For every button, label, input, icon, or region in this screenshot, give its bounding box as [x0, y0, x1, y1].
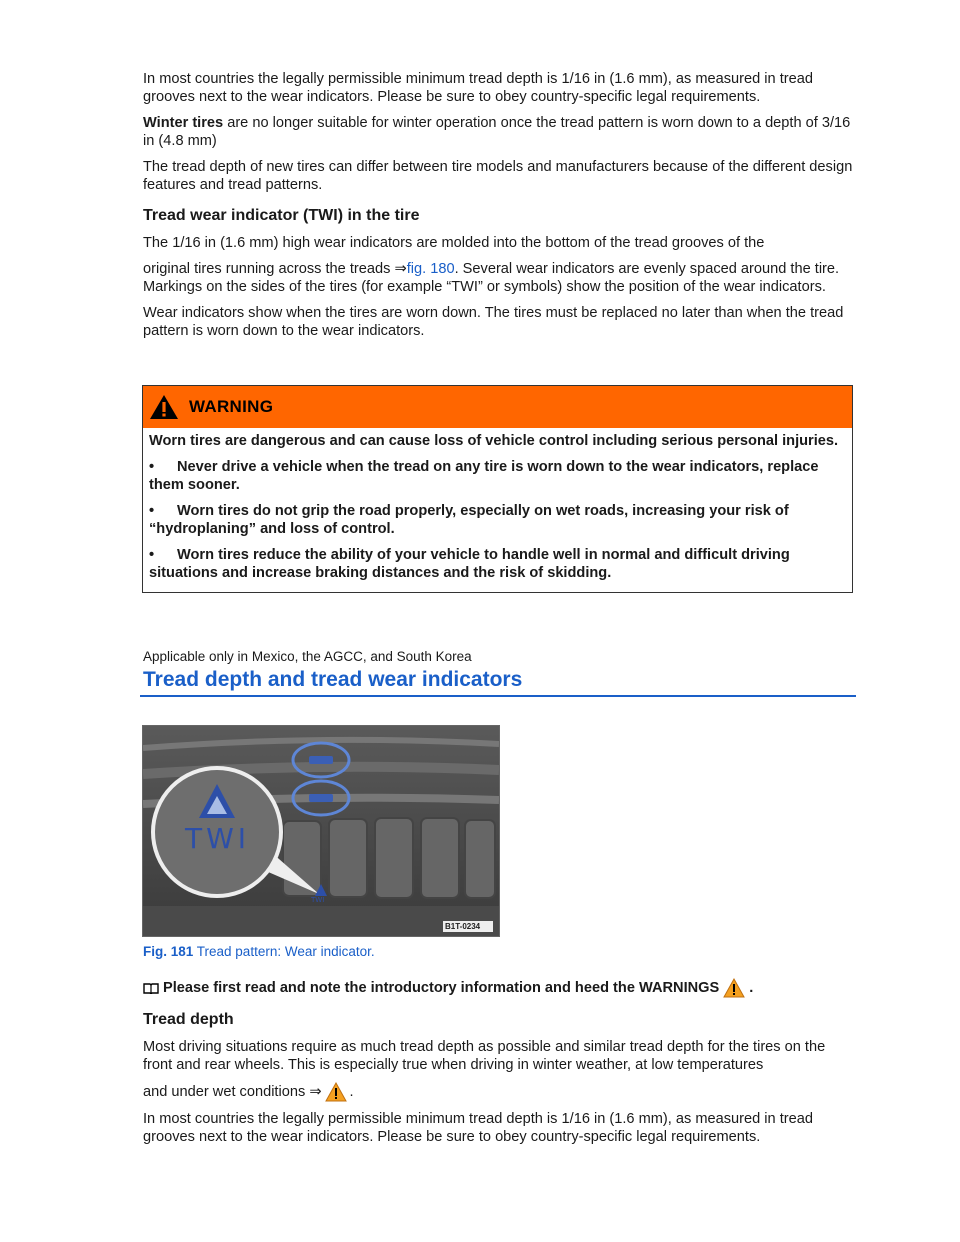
bottom-text — [143, 978, 855, 1154]
warning-bullet — [149, 458, 846, 494]
warning-bullet-text: Never drive a vehicle when the tread on any tire is worn down to the wear indicators, replace them sooner. — [149, 459, 819, 493]
section-title: Tread depth and tread wear indicators — [143, 668, 523, 691]
paragraph-driving: Most driving situations require as much tread depth as possible and similar tread depth for the tires on the front and rear wheels. This is especially true when driving in winter weather, at low temperatures — [143, 1039, 826, 1073]
warning-bullet-text: Worn tires reduce the ability of your vehicle to handle well in normal and difficult driving situations and increase braking distances and the risk of skidding. — [149, 547, 790, 581]
top-text — [143, 70, 855, 348]
heading-tread-depth: Tread depth — [143, 1011, 234, 1028]
warning-body — [143, 428, 852, 592]
bullet-icon: • — [149, 459, 155, 475]
twi-b-pre: original tires running across the treads ⇒ — [143, 261, 407, 277]
paragraph-twi-a: The 1/16 in (1.6 mm) high wear indicators are molded into the bottom of the tread grooves of the — [143, 235, 765, 251]
paragraph-wet — [143, 1082, 855, 1102]
paragraph-wear-shown: Wear indicators show when the tires are worn down. The tires must be replaced no later than when the tread pattern is worn down to the wear indicators. — [143, 305, 844, 339]
caption-text: Tread pattern: Wear indicator. — [193, 944, 375, 959]
warning-title: WARNING — [189, 397, 274, 416]
period: . — [349, 1084, 354, 1100]
twi-small-label: TWI — [311, 896, 325, 904]
paragraph-twi-b — [143, 260, 855, 296]
warning-triangle-icon[interactable] — [325, 1082, 347, 1102]
figure-code: B1T-0234 — [445, 922, 481, 931]
caption-number: Fig. 181 — [143, 944, 194, 959]
winter-tires-text: are no longer suitable for winter operation once the tread pattern is worn down to a depth of 3/16 in (4.8 mm) — [143, 115, 851, 149]
warning-bullet-text: Worn tires do not grip the road properly, especially on wet roads, increasing your risk of “hydroplaning” and loss of control. — [149, 503, 789, 537]
warning-triangle-icon[interactable] — [723, 978, 745, 998]
warning-bullet — [149, 502, 846, 538]
book-icon — [143, 982, 159, 994]
warning-intro: Worn tires are dangerous and can cause loss of vehicle control including serious personal injuries. — [149, 433, 839, 449]
bullet-icon: • — [149, 503, 155, 519]
warning-box — [142, 385, 853, 593]
read-note-text: Please first read and note the introductory information and heed the WARNINGS — [163, 980, 720, 996]
heading-twi: Tread wear indicator (TWI) in the tire — [143, 207, 420, 224]
warning-bullet — [149, 546, 846, 582]
fig-180-link[interactable]: fig. 180 — [406, 261, 455, 277]
paragraph-min-tread-2: In most countries the legally permissible minimum tread depth is 1/16 in (1.6 mm), as measured in tread grooves next to the wear indicators. Please be sure to obey country-specific legal requirements. — [143, 1111, 813, 1145]
period: . — [749, 980, 754, 996]
warning-triangle-icon — [149, 394, 179, 420]
paragraph-winter-tires — [143, 114, 855, 150]
wet-text: and under wet conditions ⇒ — [143, 1084, 322, 1100]
read-note — [143, 978, 855, 998]
section-divider — [140, 695, 856, 697]
applicability-note: Applicable only in Mexico, the AGCC, and South Korea — [143, 649, 472, 664]
paragraph-new-tires: The tread depth of new tires can differ between tire models and manufacturers because of the different design features and tread patterns. — [143, 159, 853, 193]
tread-wear-figure — [142, 725, 500, 937]
winter-tires-term: Winter tires — [143, 115, 224, 131]
figure-caption — [143, 944, 375, 959]
twi-b-post: . Several wear indicators are evenly spaced around the tire. Markings on the sides of the tires (for example “TWI” or symbols) show the position of the wear indicators. — [143, 261, 840, 295]
paragraph-min-tread: In most countries the legally permissible minimum tread depth is 1/16 in (1.6 mm), as measured in tread grooves next to the wear indicators. Please be sure to obey country-specific legal requirements. — [143, 71, 813, 105]
bullet-icon: • — [149, 547, 155, 563]
twi-label: TWI — [185, 822, 251, 855]
warning-header — [143, 386, 852, 428]
